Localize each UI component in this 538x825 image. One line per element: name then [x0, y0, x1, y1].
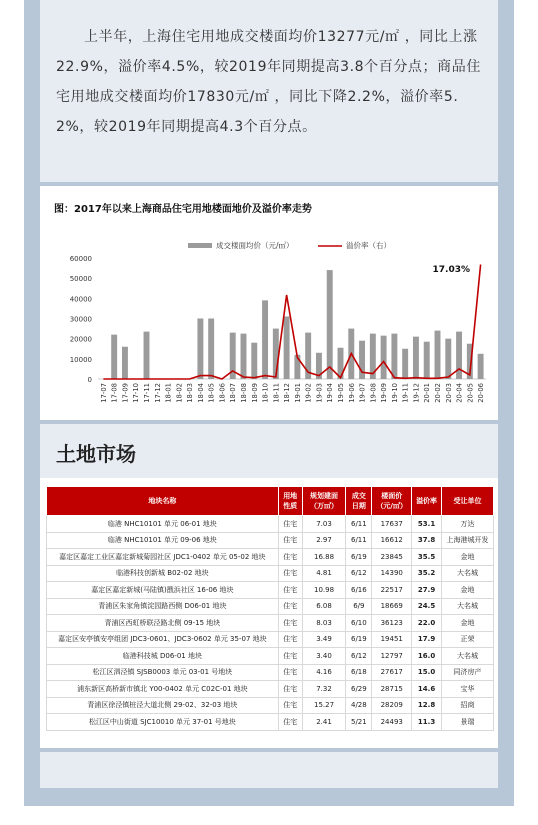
intro-paragraph: 上半年，上海住宅用地成交楼面均价13277元/㎡ ，同比上涨22.9%，溢价率4.5%，较2019年同期提高3.8个百分点；商品住宅用地成交楼面均价17830元/㎡ ，同比下降2.2%，溢价率5.2%，较2019年同期提高4.3个百分点。	[56, 29, 481, 135]
table-cell: 6/11	[346, 516, 372, 533]
table-cell: 36123	[372, 615, 412, 632]
table-body	[47, 516, 494, 731]
table-cell: 2.41	[302, 714, 346, 731]
table-cell: 3.49	[302, 631, 346, 648]
y-tick-label: 10000	[69, 355, 92, 364]
table-cell: 11.3	[412, 714, 442, 731]
table-cell: 正荣	[442, 631, 494, 648]
table-cell: 金地	[442, 549, 494, 566]
table-cell: 37.8	[412, 532, 442, 549]
x-tick-label: 19-12	[412, 383, 421, 403]
bar	[144, 332, 150, 379]
table-row	[47, 549, 494, 566]
bar	[445, 339, 451, 379]
table-cell: 35.5	[412, 549, 442, 566]
table-cell: 临港 NHC10101 单元 09-06 地块	[47, 532, 279, 549]
table-cell: 松江区中山街道 SJC10010 单元 37-01 号地块	[47, 714, 279, 731]
table-header-cell: 用地 性质	[278, 487, 302, 516]
table-cell: 14390	[372, 565, 412, 582]
table-cell: 大名城	[442, 648, 494, 665]
y-tick-label: 20000	[69, 335, 92, 344]
x-tick-label: 19-10	[390, 383, 399, 403]
x-tick-label: 19-08	[369, 383, 378, 403]
bar	[111, 335, 117, 379]
table-cell: 24.5	[412, 598, 442, 615]
table-row	[47, 697, 494, 714]
legend-bar-label: 成交楼面均价（元/㎡）	[216, 241, 294, 250]
table-row	[47, 631, 494, 648]
x-tick-label: 19-03	[315, 383, 324, 403]
table-row	[47, 664, 494, 681]
x-tick-label: 20-04	[455, 383, 464, 403]
peak-annotation: 17.03%	[432, 265, 470, 275]
table-cell: 万达	[442, 516, 494, 533]
table-cell: 招商	[442, 697, 494, 714]
price-premium-chart	[40, 186, 498, 420]
table-cell: 17.9	[412, 631, 442, 648]
table-cell: 住宅	[278, 664, 302, 681]
table-cell: 28209	[372, 697, 412, 714]
bar	[381, 336, 387, 379]
table-cell: 17637	[372, 516, 412, 533]
table-cell: 16.0	[412, 648, 442, 665]
table-cell: 青浦区徐泾镇桩泾大道北侧 29-02、32-03 地块	[47, 697, 279, 714]
bar	[435, 331, 441, 379]
bar	[391, 334, 397, 379]
x-tick-label: 19-02	[304, 383, 313, 403]
table-cell: 5/21	[346, 714, 372, 731]
table-cell: 16612	[372, 532, 412, 549]
bar	[413, 337, 419, 379]
table-card	[40, 478, 498, 748]
x-tick-label: 19-04	[326, 383, 335, 403]
intro-card	[40, 0, 498, 182]
x-tick-label: 17-11	[143, 383, 151, 403]
section-title: 土地市场	[56, 442, 136, 466]
table-cell: 6/12	[346, 565, 372, 582]
table-cell: 浦东新区高桥新市镇北 Y00-0402 单元 C02C-01 地块	[47, 681, 279, 698]
table-cell: 6/19	[346, 631, 372, 648]
x-tick-label: 18-06	[218, 383, 227, 403]
table-header-cell: 成交 日期	[346, 487, 372, 516]
x-tick-label: 18-08	[240, 383, 248, 403]
bar	[456, 332, 462, 379]
table-header-cell: 地块名称	[47, 487, 279, 516]
table-cell: 住宅	[278, 697, 302, 714]
table-cell: 16.88	[302, 549, 346, 566]
table-cell: 住宅	[278, 532, 302, 549]
bar	[327, 270, 333, 379]
table-cell: 15.0	[412, 664, 442, 681]
bar	[122, 347, 128, 379]
y-tick-label: 30000	[69, 315, 92, 324]
table-row	[47, 582, 494, 599]
x-tick-label: 18-05	[207, 383, 216, 403]
x-tick-label: 18-01	[164, 383, 173, 403]
table-cell: 住宅	[278, 714, 302, 731]
table-cell: 住宅	[278, 516, 302, 533]
table-cell: 6/16	[346, 582, 372, 599]
table-cell: 22.0	[412, 615, 442, 632]
table-cell: 12.8	[412, 697, 442, 714]
table-cell: 住宅	[278, 549, 302, 566]
x-tick-label: 17-12	[153, 383, 162, 403]
table-cell: 6/18	[346, 664, 372, 681]
table-cell: 6/11	[346, 532, 372, 549]
chart-card	[40, 186, 498, 420]
table-header-cell: 溢价率	[412, 487, 442, 516]
bar	[478, 354, 484, 379]
x-tick-label: 19-05	[337, 383, 345, 403]
table-row	[47, 615, 494, 632]
x-tick-label: 18-03	[186, 383, 195, 403]
table-cell: 19451	[372, 631, 412, 648]
x-tick-label: 20-05	[466, 383, 475, 403]
bar	[241, 334, 247, 379]
table-cell: 53.1	[412, 516, 442, 533]
bar	[262, 300, 268, 379]
table-row	[47, 714, 494, 731]
legend-bar-swatch	[188, 243, 212, 248]
table-cell: 住宅	[278, 615, 302, 632]
table-cell: 宝华	[442, 681, 494, 698]
table-cell: 15.27	[302, 697, 346, 714]
table-cell: 27.9	[412, 582, 442, 599]
table-header-cell: 规划建面 （万㎡）	[302, 487, 346, 516]
x-tick-label: 18-07	[229, 383, 238, 403]
table-cell: 14.6	[412, 681, 442, 698]
table-cell: 6/9	[346, 598, 372, 615]
table-cell: 24493	[372, 714, 412, 731]
table-header-cell: 楼面价 （元/㎡）	[372, 487, 412, 516]
table-cell: 住宅	[278, 681, 302, 698]
table-cell: 大名城	[442, 565, 494, 582]
table-cell: 临港科技创新城 B02-02 地块	[47, 565, 279, 582]
table-cell: 35.2	[412, 565, 442, 582]
table-cell: 4/28	[346, 697, 372, 714]
x-tick-label: 20-02	[434, 383, 442, 403]
x-tick-label: 18-11	[272, 383, 281, 403]
table-header-row	[47, 487, 494, 516]
table-cell: 临港 NHC10101 单元 06-01 地块	[47, 516, 279, 533]
table-cell: 6.08	[302, 598, 346, 615]
table-cell: 7.03	[302, 516, 346, 533]
y-tick-label: 60000	[69, 255, 92, 263]
table-cell: 6/12	[346, 648, 372, 665]
table-cell: 23845	[372, 549, 412, 566]
table-cell: 6/29	[346, 681, 372, 698]
table-cell: 青浦区朱家角镇淀园路西侧 D06-01 地块	[47, 598, 279, 615]
x-tick-label: 19-01	[293, 383, 302, 403]
x-tick-label: 20-03	[444, 383, 453, 403]
x-tick-label: 19-09	[380, 383, 389, 403]
table-cell: 大名城	[442, 598, 494, 615]
x-tick-label: 19-07	[358, 383, 367, 403]
table-cell: 27617	[372, 664, 412, 681]
y-tick-label: 40000	[69, 295, 92, 304]
legend-line-label: 溢价率（右）	[346, 241, 391, 250]
table-cell: 同济房产	[442, 664, 494, 681]
section-header	[40, 424, 498, 478]
x-tick-label: 18-10	[261, 383, 270, 403]
bar	[424, 342, 430, 379]
table-row	[47, 598, 494, 615]
table-cell: 金地	[442, 582, 494, 599]
table-cell: 22517	[372, 582, 412, 599]
y-tick-label: 50000	[69, 275, 92, 284]
table-cell: 松江区泗泾镇 SJSB0003 单元 03-01 号地块	[47, 664, 279, 681]
table-row	[47, 565, 494, 582]
x-tick-label: 20-01	[423, 383, 432, 403]
table-row	[47, 681, 494, 698]
bar	[402, 349, 408, 379]
table-cell: 3.40	[302, 648, 346, 665]
x-tick-label: 20-06	[477, 383, 486, 403]
table-cell: 8.03	[302, 615, 346, 632]
bottom-card	[40, 752, 498, 788]
bar	[284, 316, 290, 379]
table-cell: 2.97	[302, 532, 346, 549]
table-cell: 景瑞	[442, 714, 494, 731]
x-tick-label: 18-09	[250, 383, 259, 403]
table-cell: 住宅	[278, 648, 302, 665]
table-cell: 4.16	[302, 664, 346, 681]
table-cell: 6/10	[346, 615, 372, 632]
x-tick-label: 18-04	[196, 383, 205, 403]
table-cell: 青浦区西虹桥联泾路北侧 09-15 地块	[47, 615, 279, 632]
table-cell: 临港科技城 D06-01 地块	[47, 648, 279, 665]
x-tick-label: 17-09	[121, 383, 130, 403]
table-cell: 18669	[372, 598, 412, 615]
y-tick-label: 0	[87, 376, 92, 384]
x-tick-label: 17-07	[99, 383, 108, 403]
chart-title: 图：2017年以来上海商品住宅用地楼面地价及溢价率走势	[54, 204, 312, 215]
table-cell: 嘉定区嘉定工业区嘉定新城菊园社区 JDC1-0402 单元 05-02 地块	[47, 549, 279, 566]
table-header-cell: 受让单位	[442, 487, 494, 516]
table-cell: 嘉定区嘉定新城(马陆镇)戬浜社区 16-06 地块	[47, 582, 279, 599]
bar	[251, 343, 257, 379]
x-tick-label: 17-10	[132, 383, 141, 403]
x-tick-label: 17-08	[110, 383, 119, 403]
x-tick-label: 18-12	[283, 383, 292, 403]
table-cell: 6/19	[346, 549, 372, 566]
table-row	[47, 532, 494, 549]
table-cell: 嘉定区安亭镇安亭组团 JDC3-0601、JDC3-0602 单元 35-07 地块	[47, 631, 279, 648]
x-tick-label: 19-11	[401, 383, 410, 403]
table-row	[47, 648, 494, 665]
bar	[208, 319, 214, 380]
bar	[197, 319, 203, 380]
table-row	[47, 516, 494, 533]
land-transaction-table	[46, 486, 494, 731]
table-cell: 28715	[372, 681, 412, 698]
table-cell: 住宅	[278, 598, 302, 615]
table-cell: 7.32	[302, 681, 346, 698]
table-cell: 住宅	[278, 631, 302, 648]
table-cell: 住宅	[278, 582, 302, 599]
x-tick-label: 19-06	[347, 383, 356, 403]
table-cell: 12797	[372, 648, 412, 665]
table-cell: 4.81	[302, 565, 346, 582]
table-cell: 上海港城开发	[442, 532, 494, 549]
table-cell: 住宅	[278, 565, 302, 582]
x-tick-label: 18-02	[175, 383, 184, 403]
table-cell: 10.98	[302, 582, 346, 599]
table-cell: 金地	[442, 615, 494, 632]
